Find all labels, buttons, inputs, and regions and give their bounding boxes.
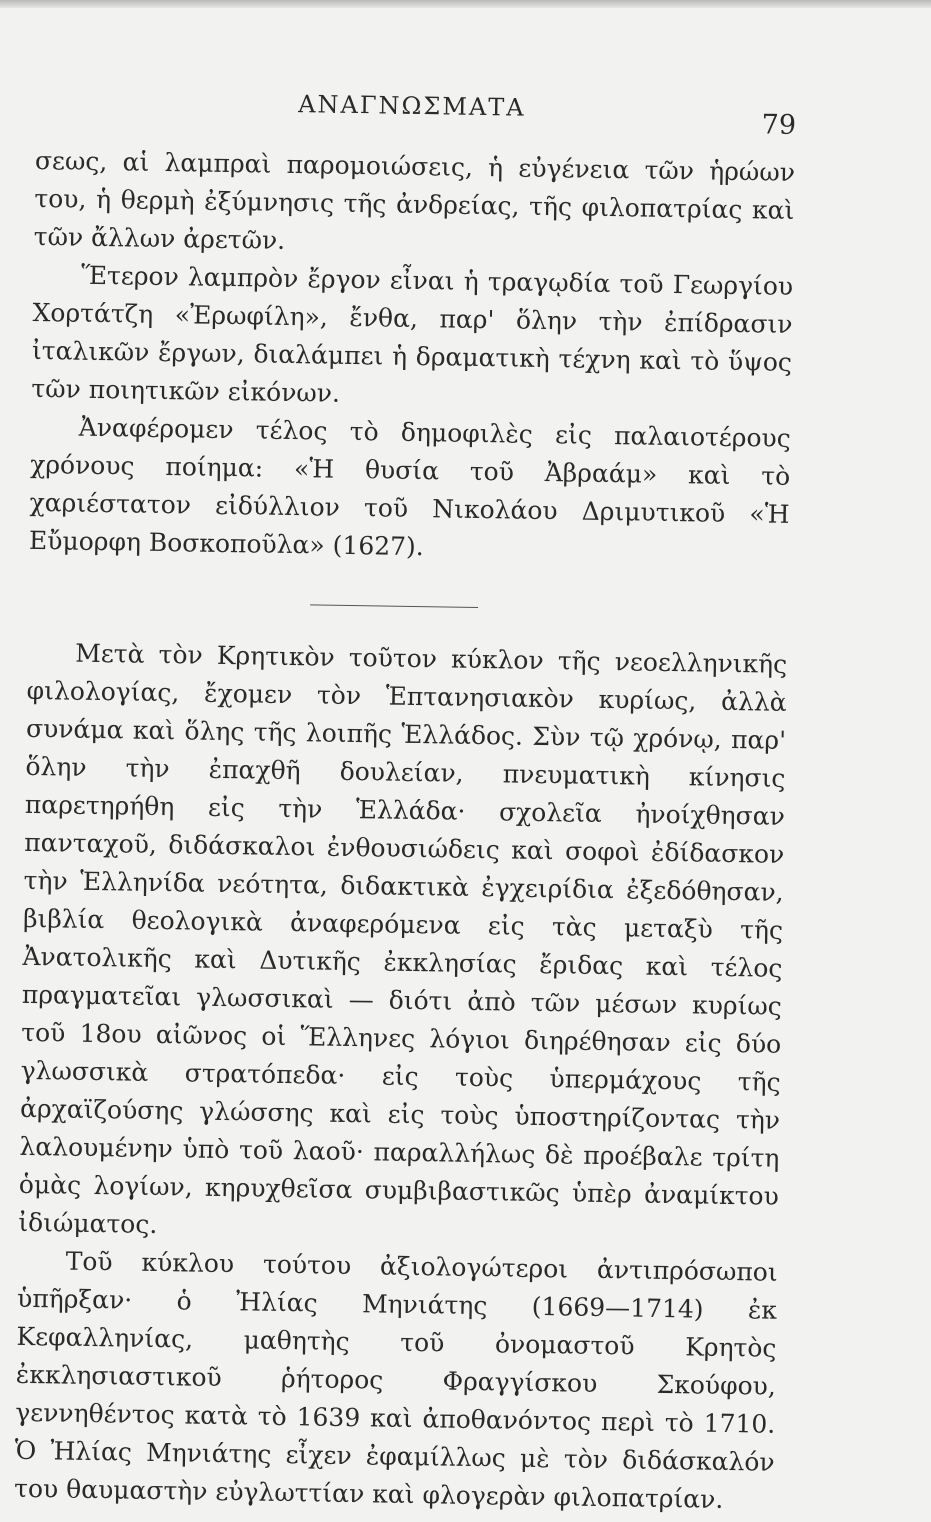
paragraph-ilias-miniatis: Τοῦ κύκλου τούτου ἀξιολογώτεροι ἀντιπρόσωποι ὑπῆρξαν· ὁ Ἠλίας Μηνιάτης (1669—1714) ἐκ Κεφαλληνίας, μαθητὴς τοῦ ὀνομαστοῦ Κρητὸς ἐκκλησιαστικοῦ ῥήτορος Φραγγίσκου Σκούφου, γεννηθέντος κατὰ τὸ 1639 καὶ ἀποθανόντος περὶ τὸ 1710. Ὁ Ἠλίας Μηνιάτης εἶχεν ἐφαμίλλως μὲ τὸν διδάσκαλόν του θαυμαστὴν εὐγλωττίαν καὶ φλογερὰν φιλοπατρίαν. [13, 1246, 778, 1514]
page-number: 79 [761, 109, 797, 141]
section-divider-rule [310, 604, 478, 608]
section-cretan-literature [29, 142, 795, 572]
running-head-title: ΑΝΑΓΝΩΣΜΑΤΑ [297, 90, 526, 122]
paragraph-continuation: σεως, αἱ λαμπραὶ παρομοιώσεις, ἡ εὐγένεια τῶν ἡρώων του, ἡ θερμὴ ἐξύμνησις τῆς ἀνδρείας, τῆς φιλοπατρίας καὶ τῶν ἄλλων ἀρετῶν. [33, 145, 796, 255]
paragraph-erofili: Ἕτερον λαμπρὸν ἔργον εἶναι ἡ τραγῳδία τοῦ Γεωργίου Χορτάτζη «Ἐρωφίλη», ἔνθα, παρ' ὅλην τὴν ἐπίδρασιν ἰταλικῶν ἔργων, διαλάμπει ἡ δραματικὴ τέχνη καὶ τὸ ὕψος τῶν ποιητικῶν εἰκόνων. [31, 260, 794, 408]
paragraph-folk-poems: Ἀναφέρομεν τέλος τὸ δημοφιλὲς εἰς παλαιοτέρους χρόνους ποίημα: «Ἡ θυσία τοῦ Ἀβραάμ» καὶ τὸ χαριέστατον εἰδύλλιον τοῦ Νικολάου Δριμυτικοῦ «Ἡ Εὔμορφη Βοσκοποῦλα» (1627). [28, 412, 791, 562]
section-heptanesian-cycle [14, 634, 788, 1520]
paragraph-heptanesian-intro: Μετὰ τὸν Κρητικὸν τοῦτον κύκλον τῆς νεοελληνικῆς φιλολογίας, ἔχομεν τὸν Ἑπτανησιακὸν κυρίως, ἀλλὰ συνάμα καὶ ὅλης τῆς λοιπῆς Ἑλλάδος. Σὺν τῷ χρόνῳ, παρ' ὅλην τὴν ἐπαχθῆ δουλείαν, πνευματικὴ κίνησις παρετηρήθη εἰς τὴν Ἑλλάδα· σχολεῖα ἠνοίχθησαν πανταχοῦ, διδάσκαλοι ἐνθουσιώδεις καὶ σοφοὶ ἐδίδασκον τὴν Ἑλληνίδα νεότητα, διδακτικὰ ἐγχειρίδια ἐξεδόθησαν, βιβλία θεολογικὰ ἀναφερόμενα εἰς τὰς μεταξὺ τῆς Ἀνατολικῆς καὶ Δυτικῆς ἐκκλησίας ἔριδας καὶ τέλος πραγματεῖαι γλωσσικαὶ — διότι ἀπὸ τῶν μέσων κυρίως τοῦ 18ου αἰῶνος οἱ Ἕλληνες λόγιοι διηρέθησαν εἰς δύο γλωσσικὰ στρατόπεδα· εἰς τοὺς ὑπερμάχους τῆς ἀρχαϊζούσης γλώσσης καὶ εἰς τοὺς ὑποστηρίζοντας τὴν λαλουμένην ὑπὸ τοῦ λαοῦ· παραλλήλως δὲ προέβαλε τρίτη ὁμὰς λογίων, κηρυχθεῖσα συμβιβαστικῶς ὑπὲρ ἀναμίκτου ἰδιώματος. [18, 638, 788, 1240]
